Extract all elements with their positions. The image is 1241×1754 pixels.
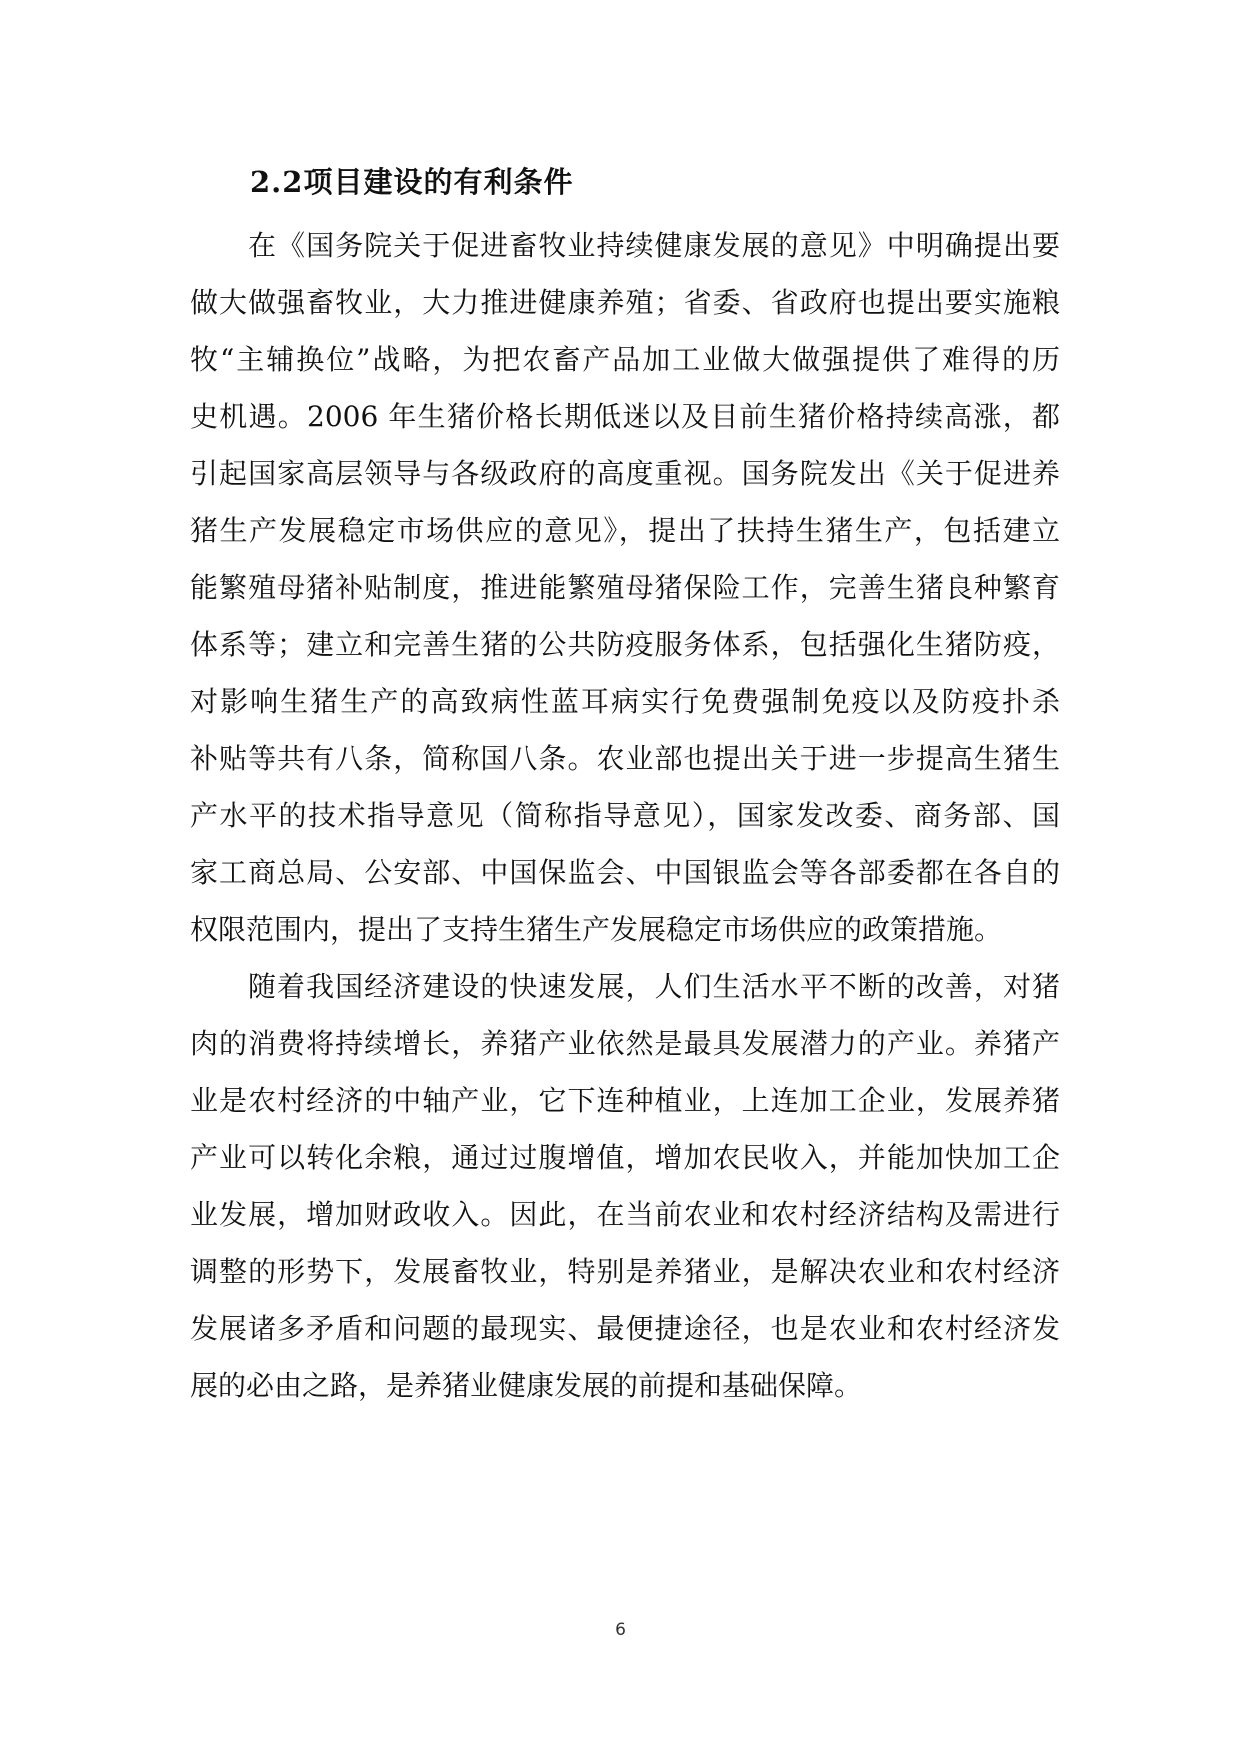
paragraph-line: 猪生产发展稳定市场供应的意见》，提出了扶持生猪生产，包括建立 xyxy=(190,514,1060,547)
paragraph-line: 调整的形势下，发展畜牧业，特别是养猪业，是解决农业和农村经济 xyxy=(190,1255,1060,1288)
paragraph-line: 对影响生猪生产的高致病性蓝耳病实行免费强制免疫以及防疫扑杀 xyxy=(190,685,1060,718)
paragraph-line: 权限范围内，提出了支持生猪生产发展稳定市场供应的政策措施。 xyxy=(190,913,1003,946)
paragraph-line: 做大做强畜牧业，大力推进健康养殖；省委、省政府也提出要实施粮 xyxy=(190,286,1060,319)
paragraph-line: 发展诸多矛盾和问题的最现实、最便捷途径，也是农业和农村经济发 xyxy=(190,1312,1060,1345)
paragraph-line: 产水平的技术指导意见（简称指导意见），国家发改委、商务部、国 xyxy=(190,799,1060,832)
paragraph-line: 史机遇。2006 年生猪价格长期低迷以及目前生猪价格持续高涨，都 xyxy=(190,400,1060,433)
paragraph-line: 展的必由之路，是养猪业健康发展的前提和基础保障。 xyxy=(190,1369,863,1402)
paragraph-line: 能繁殖母猪补贴制度，推进能繁殖母猪保险工作，完善生猪良种繁育 xyxy=(190,571,1060,604)
section-heading: 2.2项目建设的有利条件 xyxy=(250,165,574,199)
paragraph-line: 牧“主辅换位”战略，为把农畜产品加工业做大做强提供了难得的历 xyxy=(190,343,1060,376)
paragraph-line: 肉的消费将持续增长，养猪产业依然是最具发展潜力的产业。养猪产 xyxy=(190,1027,1060,1060)
paragraph-line: 在《国务院关于促进畜牧业持续健康发展的意见》中明确提出要 xyxy=(248,229,1060,262)
paragraph-line: 补贴等共有八条，简称国八条。农业部也提出关于进一步提高生猪生 xyxy=(190,742,1060,775)
paragraph-line: 业发展，增加财政收入。因此，在当前农业和农村经济结构及需进行 xyxy=(190,1198,1060,1231)
paragraph-line: 随着我国经济建设的快速发展，人们生活水平不断的改善，对猪 xyxy=(248,970,1060,1003)
paragraph-line: 体系等；建立和完善生猪的公共防疫服务体系，包括强化生猪防疫， xyxy=(190,628,1060,661)
paragraph-line: 家工商总局、公安部、中国保监会、中国银监会等各部委都在各自的 xyxy=(190,856,1060,889)
paragraph-line: 业是农村经济的中轴产业，它下连种植业，上连加工企业，发展养猪 xyxy=(190,1084,1060,1117)
page-number: 6 xyxy=(615,1620,626,1640)
paragraph-line: 产业可以转化余粮，通过过腹增值，增加农民收入，并能加快加工企 xyxy=(190,1141,1060,1174)
paragraph-line: 引起国家高层领导与各级政府的高度重视。国务院发出《关于促进养 xyxy=(190,457,1060,490)
